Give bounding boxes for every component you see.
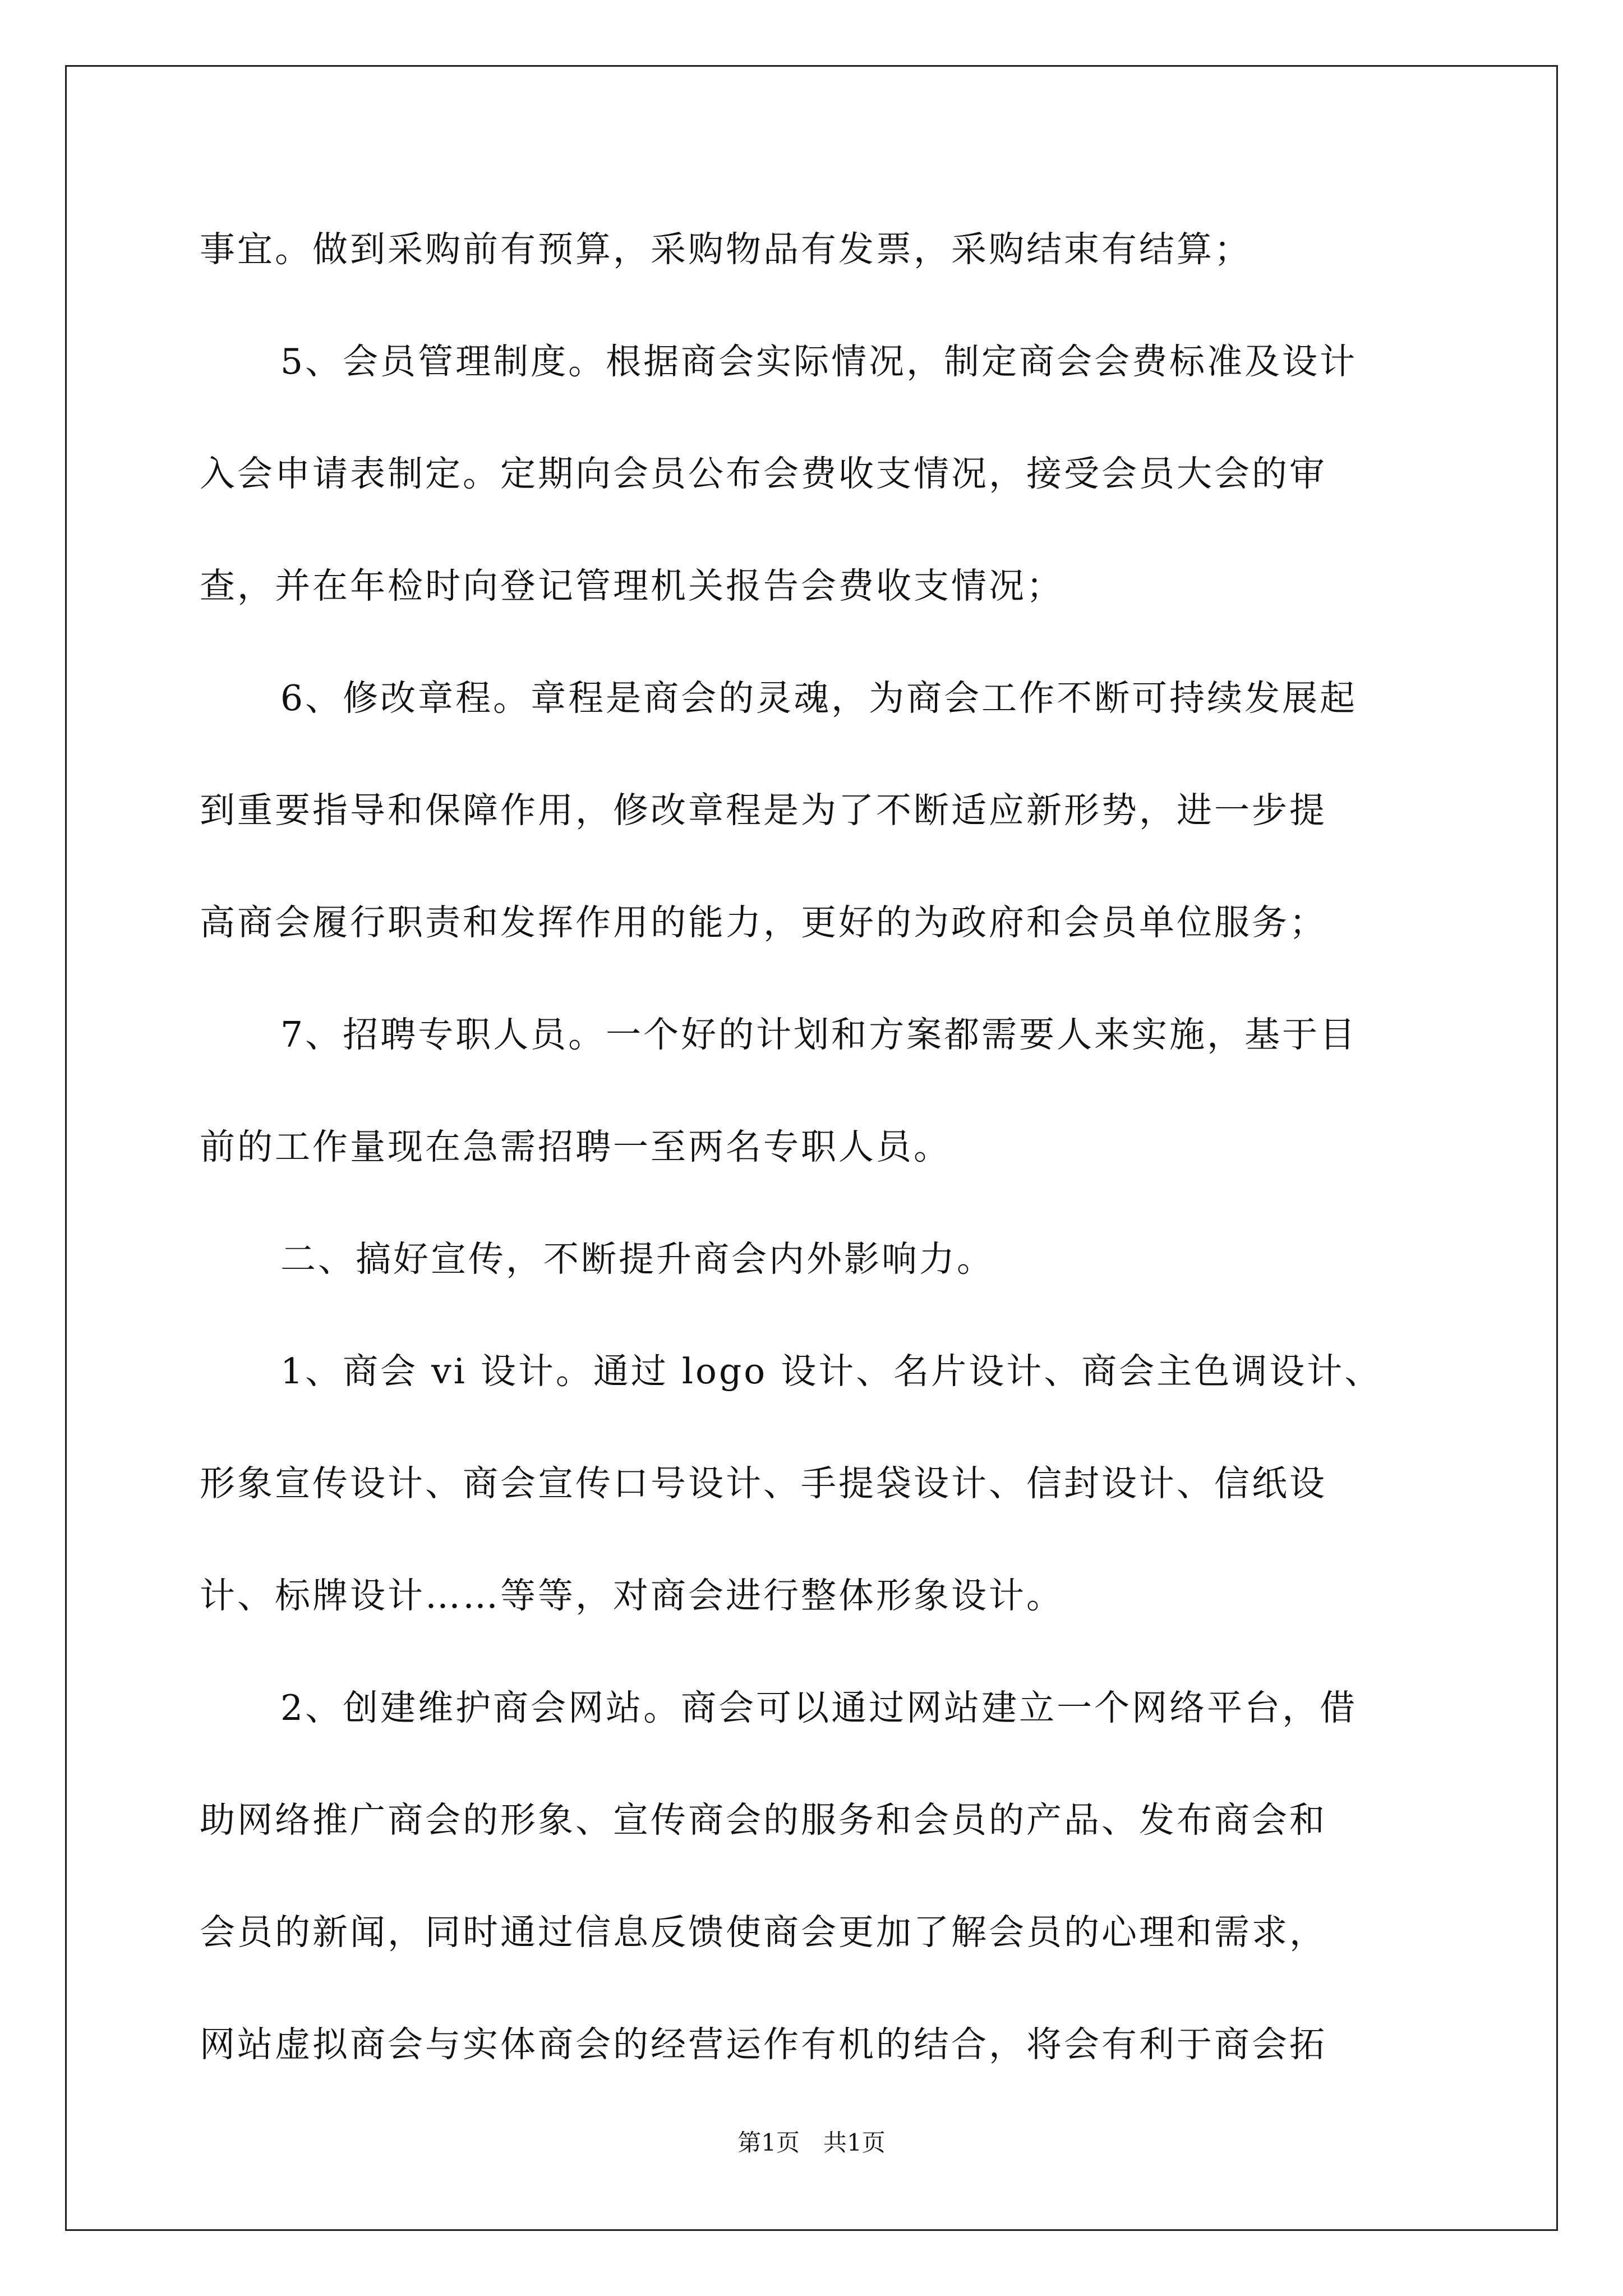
section-heading: 二、搞好宣传，不断提升商会内外影响力。 [280,1239,994,1280]
text-line: 会员的新闻，同时通过信息反馈使商会更加了解会员的心理和需求， [200,1912,1327,1953]
text-line: 查，并在年检时向登记管理机关报告会费收支情况； [200,565,1064,606]
text-line: 入会申请表制定。定期向会员公布会费收支情况，接受会员大会的审 [200,453,1327,494]
text-line: 1、商会 vi 设计。通过 logo 设计、名片设计、商会主色调设计、 [280,1351,1382,1392]
text-line: 7、招聘专职人员。一个好的计划和方案都需要人来实施，基于目 [280,1014,1358,1055]
text-line: 高商会履行职责和发挥作用的能力，更好的为政府和会员单位服务； [200,902,1327,943]
text-line: 2、创建维护商会网站。商会可以通过网站建立一个网络平台，借 [280,1687,1358,1728]
text-line: 到重要指导和保障作用，修改章程是为了不断适应新形势，进一步提 [200,790,1327,831]
text-line: 前的工作量现在急需招聘一至两名专职人员。 [200,1126,951,1167]
text-line: 6、修改章程。章程是商会的灵魂，为商会工作不断可持续发展起 [280,678,1358,719]
text-line: 5、会员管理制度。根据商会实际情况，制定商会会费标准及设计 [280,341,1358,382]
text-line: 网站虚拟商会与实体商会的经营运作有机的结合，将会有利于商会拓 [200,2024,1327,2065]
text-line: 计、标牌设计……等等，对商会进行整体形象设计。 [200,1575,1064,1616]
text-line: 形象宣传设计、商会宣传口号设计、手提袋设计、信封设计、信纸设 [200,1463,1327,1504]
page-number-footer: 第1页 共1页 [737,2129,886,2156]
text-line: 助网络推广商会的形象、宣传商会的服务和会员的产品、发布商会和 [200,1800,1327,1841]
text-line: 事宜。做到采购前有预算，采购物品有发票，采购结束有结算； [200,229,1252,270]
